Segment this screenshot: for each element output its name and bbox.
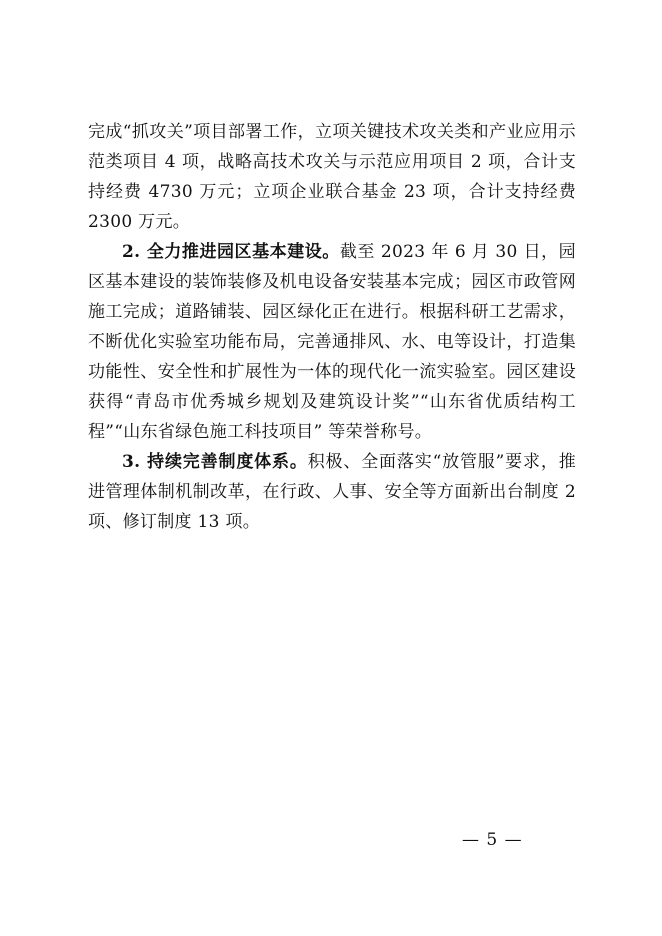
body-text: [88, 117, 576, 537]
section-heading: 2. 全力推进园区基本建设。: [122, 242, 340, 262]
paragraph-continuation: [88, 117, 576, 237]
paragraph-text: 完成“抓攻关”项目部署工作，立项关键技术攻关类和产业应用示范类项目 4 项，战略高技术攻关与示范应用项目 2 项，合计支持经费 4730 万元；立项企业联合基金 23 项，合计支持经费 2300 万元。: [88, 122, 576, 232]
paragraph-text: 积极、全面落实“放管服”要求，推进管理体制机制改革，在行政、人事、安全等方面新出台制度 2 项、修订制度 13 项。: [88, 452, 576, 532]
section-heading: 3. 持续完善制度体系。: [122, 452, 308, 472]
page-number: — 5 —: [462, 830, 523, 850]
paragraph-institutional-system: [88, 447, 576, 537]
paragraph-text: 截至 2023 年 6 月 30 日，园区基本建设的装饰装修及机电设备安装基本完成；园区市政管网施工完成；道路铺装、园区绿化正在进行。根据科研工艺需求，不断优化实验室功能布局，完善通排风、水、电等设计，打造集功能性、安全性和扩展性为一体的现代化一流实验室。园区建设获得“青岛市优秀城乡规划及建筑设计奖”“山东省优质结构工程”“山东省绿色施工科技项目” 等荣誉称号。: [88, 242, 576, 442]
paragraph-park-construction: [88, 237, 576, 447]
